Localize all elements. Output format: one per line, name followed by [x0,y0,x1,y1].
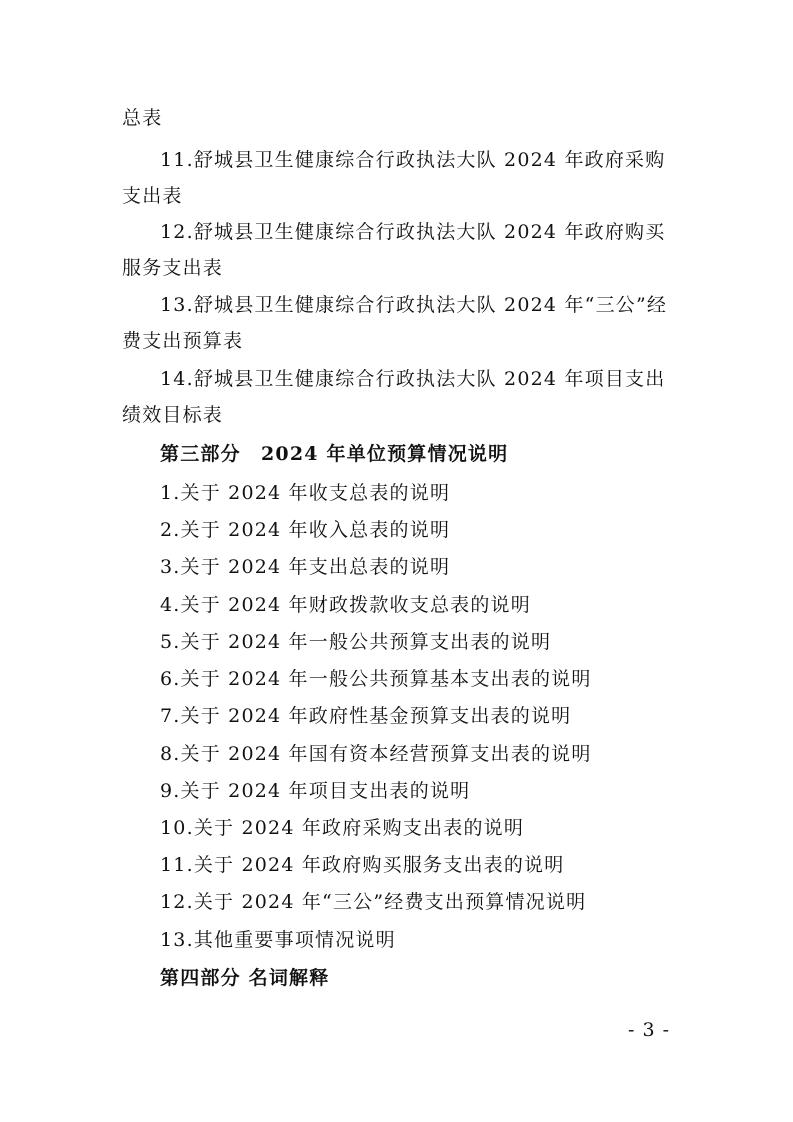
part3-item-9: 9.关于 2024 年项目支出表的说明 [160,780,471,802]
list-item-14-line2: 绩效目标表 [122,404,224,426]
part3-item-13: 13.其他重要事项情况说明 [160,929,396,951]
page-number: - 3 - [628,1019,671,1041]
list-item-11-line2: 支出表 [122,185,183,207]
part3-item-5: 5.关于 2024 年一般公共预算支出表的说明 [160,631,552,653]
part3-item-2: 2.关于 2024 年收入总表的说明 [160,519,451,541]
part3-item-8: 8.关于 2024 年国有资本经营预算支出表的说明 [160,743,592,765]
part4-heading: 第四部分 名词解释 [160,967,330,989]
part3-item-3: 3.关于 2024 年支出总表的说明 [160,556,451,578]
part3-item-10: 10.关于 2024 年政府采购支出表的说明 [160,817,525,839]
part3-item-11: 11.关于 2024 年政府购买服务支出表的说明 [160,854,565,876]
list-item-12-line2: 服务支出表 [122,257,224,279]
continued-line: 总表 [122,107,163,129]
list-item-11-line1: 11.舒城县卫生健康综合行政执法大队 2024 年政府采购 [160,149,666,171]
part3-item-4: 4.关于 2024 年财政拨款收支总表的说明 [160,594,531,616]
list-item-13-line2: 费支出预算表 [122,330,244,352]
part3-item-1: 1.关于 2024 年收支总表的说明 [160,482,451,504]
list-item-12-line1: 12.舒城县卫生健康综合行政执法大队 2024 年政府购买 [160,221,666,243]
part3-heading: 第三部分 2024 年单位预算情况说明 [160,443,509,465]
part3-item-12: 12.关于 2024 年“三公”经费支出预算情况说明 [160,891,587,913]
part3-item-6: 6.关于 2024 年一般公共预算基本支出表的说明 [160,668,592,690]
list-item-13-line1: 13.舒城县卫生健康综合行政执法大队 2024 年“三公”经 [160,294,668,316]
list-item-14-line1: 14.舒城县卫生健康综合行政执法大队 2024 年项目支出 [160,368,666,390]
part3-item-7: 7.关于 2024 年政府性基金预算支出表的说明 [160,705,572,727]
